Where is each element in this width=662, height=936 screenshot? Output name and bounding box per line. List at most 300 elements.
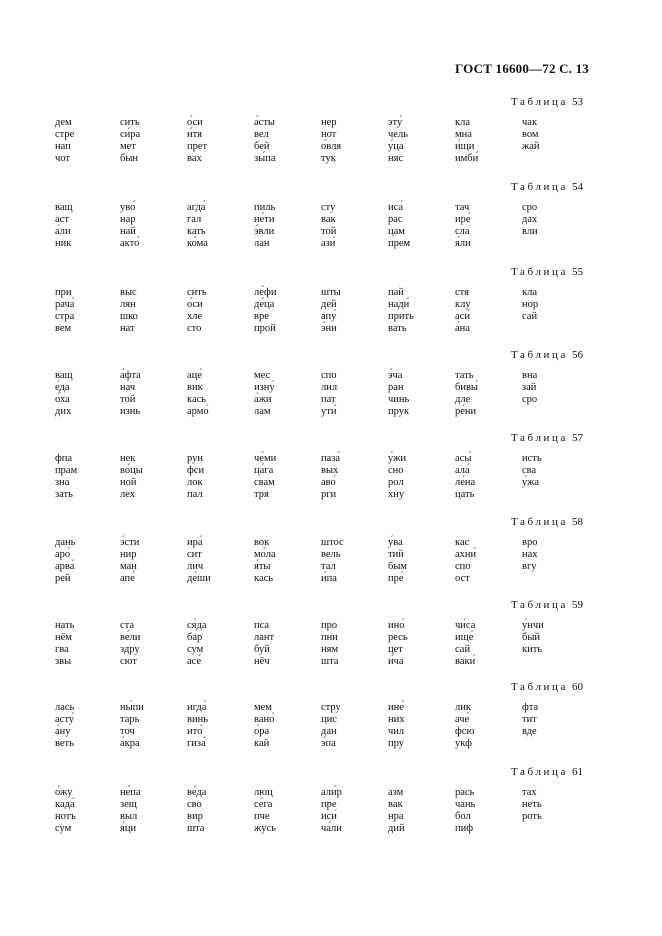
syllable-cell: бивы́	[455, 382, 478, 393]
syllable-column	[187, 620, 249, 668]
syllable-cell: стя	[455, 287, 469, 298]
syllable-column	[187, 537, 249, 585]
syllable-cell: э́сти	[120, 537, 140, 548]
syllable-cell: кась	[187, 394, 207, 405]
table-number: 57	[572, 432, 583, 444]
syllable-cell: о́жу	[55, 787, 73, 798]
syllable-column	[120, 702, 182, 750]
syllable-cell: буй	[254, 644, 270, 655]
syllable-cell: про	[321, 620, 338, 631]
syllable-cell: бей	[254, 141, 270, 152]
syllable-cell: ран	[388, 382, 404, 393]
syllable-column	[522, 537, 584, 573]
syllable-cell: ник	[55, 238, 72, 249]
syllable-cell: пре	[321, 799, 337, 810]
syllable-cell: фта	[522, 702, 539, 713]
table-caption	[511, 432, 583, 444]
syllable-cell: лех	[120, 489, 136, 500]
syllable-column	[321, 370, 383, 418]
syllable-cell: я́ци	[120, 823, 137, 834]
syllable-cell: гиза́	[187, 738, 206, 749]
syllable-cell: рол	[388, 477, 404, 488]
syllable-cell: ресь	[388, 632, 408, 643]
syllable-cell: ира́	[187, 537, 203, 548]
syllable-cell: чинь	[388, 394, 410, 405]
table-caption	[511, 516, 583, 528]
syllable-cell: прук	[388, 406, 410, 417]
syllable-cell: че́ми	[254, 453, 277, 464]
syllable-cell: ваки́	[455, 656, 476, 667]
syllable-cell: аво́	[321, 477, 336, 488]
syllable-cell: али́р	[321, 787, 342, 798]
syllable-column	[254, 370, 316, 418]
syllable-cell: вел	[254, 129, 269, 140]
syllable-cell: сту	[321, 202, 336, 213]
syllable-cell: ре́ни	[455, 406, 477, 417]
syllable-cell: сай	[522, 311, 538, 322]
syllable-cell: вро	[522, 537, 538, 548]
syllable-cell: чель	[388, 129, 408, 140]
syllable-cell: ве́ли	[120, 632, 141, 643]
syllable-cell: нат	[120, 323, 135, 334]
syllable-cell: тал	[321, 561, 336, 572]
syllable-cell: дей	[321, 299, 337, 310]
syllable-cell: вель	[321, 549, 341, 560]
syllable-cell: прить	[388, 311, 414, 322]
syllable-cell: пче	[254, 811, 270, 822]
syllable-column	[120, 117, 182, 165]
syllable-cell: гал	[187, 214, 202, 225]
syllable-cell: не́па	[120, 787, 141, 798]
syllable-cell: о́си	[187, 299, 203, 310]
syllable-cell: я́ли	[455, 238, 471, 249]
syllable-column	[120, 620, 182, 668]
syllable-cell: изну́	[254, 382, 275, 393]
syllable-cell: мет	[120, 141, 136, 152]
table-number: 58	[572, 516, 583, 528]
syllable-column	[321, 620, 383, 668]
syllable-column	[522, 702, 584, 738]
syllable-cell: штос	[321, 537, 344, 548]
syllable-cell: шты	[321, 287, 341, 298]
syllable-cell: рача́	[55, 299, 75, 310]
syllable-column	[522, 287, 584, 323]
syllable-cell: аче́	[455, 714, 470, 725]
syllable-column	[388, 202, 450, 250]
table-caption	[511, 349, 583, 361]
syllable-cell: той	[321, 226, 337, 237]
syllable-column	[187, 287, 249, 335]
syllable-cell: и́па	[321, 573, 337, 584]
syllable-column	[455, 202, 517, 250]
syllable-column	[120, 370, 182, 418]
syllable-column	[55, 453, 117, 501]
syllable-cell: прет	[187, 141, 208, 152]
syllable-cell: кай	[254, 738, 270, 749]
syllable-column	[455, 117, 517, 165]
syllable-column	[388, 453, 450, 501]
syllable-cell: ной	[120, 477, 137, 488]
syllable-column	[187, 117, 249, 165]
syllable-cell: хле	[187, 311, 203, 322]
table-caption	[511, 266, 583, 278]
syllable-column	[455, 287, 517, 335]
syllable-cell: вых	[321, 465, 339, 476]
syllable-cell: аси́	[455, 311, 470, 322]
syllable-cell: фсю	[455, 726, 475, 737]
syllable-cell: роть	[522, 811, 542, 822]
syllable-column	[55, 787, 117, 835]
syllable-cell: си́ра	[120, 129, 141, 140]
syllable-cell: сит	[187, 549, 202, 560]
syllable-cell: када́	[55, 799, 75, 810]
syllable-cell: рей	[55, 573, 71, 584]
syllable-cell: ко́ма	[187, 238, 208, 249]
syllable-cell: неть	[522, 799, 542, 810]
syllable-cell: нар	[120, 214, 136, 225]
syllable-cell: шта	[187, 823, 205, 834]
syllable-cell: бым	[388, 561, 408, 572]
syllable-cell: свам	[254, 477, 275, 488]
syllable-cell: нёч	[254, 656, 270, 667]
syllable-cell: пса	[254, 620, 270, 631]
syllable-cell: дем	[55, 117, 72, 128]
syllable-cell: пиф	[455, 823, 474, 834]
syllable-cell: ост	[455, 573, 470, 584]
syllable-cell: кать	[187, 226, 206, 237]
syllable-column	[120, 537, 182, 585]
syllable-cell: при	[55, 287, 72, 298]
syllable-cell: нотъ	[55, 811, 76, 822]
syllable-cell: у́ва	[388, 537, 403, 548]
table-caption	[511, 766, 583, 778]
table-number: 54	[572, 181, 583, 193]
syllable-column	[120, 787, 182, 835]
syllable-cell: а́ли	[55, 226, 71, 237]
syllable-cell: нра	[388, 811, 404, 822]
syllable-cell: ны́пи	[120, 702, 144, 713]
syllable-column	[455, 787, 517, 835]
table-number: 61	[572, 766, 583, 778]
table-caption-word: Таблица	[511, 766, 568, 778]
syllable-cell: вать	[388, 323, 407, 334]
syllable-cell: ахни́	[455, 549, 477, 560]
syllable-cell: лась	[55, 702, 75, 713]
syllable-cell: нать	[55, 620, 75, 631]
syllable-cell: ве́да	[187, 787, 207, 798]
syllable-cell: се́га	[254, 799, 273, 810]
syllable-column	[55, 702, 117, 750]
syllable-column	[321, 702, 383, 750]
syllable-column	[522, 787, 584, 823]
syllable-cell: здру	[120, 644, 140, 655]
syllable-cell: звы	[55, 656, 72, 667]
syllable-cell: ча́ли	[321, 823, 342, 834]
syllable-cell: о́си	[187, 117, 203, 128]
syllable-cell: тах	[522, 787, 537, 798]
syllable-cell: вано́	[254, 714, 275, 725]
syllable-cell: вна	[522, 370, 538, 381]
syllable-cell: аце́	[187, 370, 202, 381]
syllable-cell: вде	[522, 726, 537, 737]
syllable-cell: дань	[55, 537, 76, 548]
syllable-column	[522, 117, 584, 153]
syllable-cell: ине́	[388, 702, 404, 713]
syllable-cell: пиль	[254, 202, 276, 213]
syllable-column	[388, 117, 450, 165]
syllable-cell: най	[120, 226, 136, 237]
syllable-cell: укф	[455, 738, 472, 749]
syllable-cell: лил	[321, 382, 338, 393]
syllable-cell: тит	[522, 714, 537, 725]
syllable-cell: лант	[254, 632, 275, 643]
syllable-column	[187, 202, 249, 250]
syllable-column	[254, 117, 316, 165]
syllable-cell: нер	[321, 117, 337, 128]
syllable-cell: кась	[254, 573, 274, 584]
syllable-column	[321, 287, 383, 335]
syllable-cell: стра	[55, 311, 75, 322]
syllable-cell: апу́	[321, 311, 337, 322]
syllable-cell: кла	[522, 287, 538, 298]
syllable-cell: у́ца	[388, 141, 404, 152]
syllable-column	[187, 370, 249, 418]
syllable-cell: дий	[388, 823, 405, 834]
syllable-cell: нах	[522, 549, 538, 560]
syllable-cell: ази́	[321, 238, 336, 249]
syllable-cell: о́вля	[321, 141, 342, 152]
syllable-column	[55, 370, 117, 418]
syllable-cell: лан	[254, 238, 270, 249]
syllable-cell: нём	[55, 632, 72, 643]
syllable-cell: точ	[120, 726, 135, 737]
syllable-cell: и́ча	[388, 656, 404, 667]
syllable-cell: спо	[455, 561, 471, 572]
syllable-cell: прем	[388, 238, 411, 249]
syllable-cell: стре	[55, 129, 75, 140]
syllable-cell: винь	[187, 714, 208, 725]
table-caption-word: Таблица	[511, 96, 568, 108]
syllable-column	[321, 537, 383, 585]
syllable-cell: асе́	[187, 656, 202, 667]
table-caption-word: Таблица	[511, 681, 568, 693]
syllable-cell: тарь	[120, 714, 140, 725]
syllable-cell: сро	[522, 202, 538, 213]
syllable-cell: аст	[55, 214, 69, 225]
syllable-column	[254, 787, 316, 835]
syllable-cell: я́ты	[254, 561, 271, 572]
syllable-cell: ито́	[187, 726, 203, 737]
table-number: 59	[572, 599, 583, 611]
syllable-column	[455, 702, 517, 750]
syllable-cell: бый	[522, 632, 541, 643]
syllable-column	[254, 537, 316, 585]
syllable-cell: вик	[187, 382, 203, 393]
syllable-column	[120, 202, 182, 250]
syllable-column	[522, 453, 584, 489]
syllable-cell: у́жа	[522, 477, 540, 488]
syllable-cell: пру	[388, 738, 404, 749]
syllable-column	[187, 453, 249, 501]
syllable-cell: люц	[254, 787, 273, 798]
syllable-cell: э́ча	[388, 370, 403, 381]
syllable-column	[321, 117, 383, 165]
syllable-cell: зна	[55, 477, 70, 488]
syllable-cell: у́нчи	[522, 620, 544, 631]
syllable-cell: сум	[55, 823, 72, 834]
syllable-cell: рас	[388, 214, 403, 225]
syllable-cell: стру	[321, 702, 341, 713]
table-number: 53	[572, 96, 583, 108]
syllable-cell: рги	[321, 489, 337, 500]
syllable-column	[55, 202, 117, 250]
syllable-cell: ста	[120, 620, 135, 631]
syllable-cell: агда́	[187, 202, 206, 213]
syllable-cell: тать	[455, 370, 474, 381]
syllable-column	[455, 453, 517, 501]
syllable-cell: мо́ла	[254, 549, 276, 560]
syllable-cell: бын	[120, 153, 139, 164]
syllable-cell: а́фта	[120, 370, 141, 381]
syllable-cell: сво	[187, 799, 202, 810]
syllable-cell: нек	[120, 453, 136, 464]
syllable-column	[120, 453, 182, 501]
syllable-cell: нач	[120, 382, 136, 393]
syllable-cell: о́ра	[254, 726, 270, 737]
syllable-cell: вгу	[522, 561, 537, 572]
table-number: 55	[572, 266, 583, 278]
syllable-cell: сро	[522, 394, 538, 405]
syllable-cell: выл	[120, 811, 138, 822]
syllable-cell: лам	[254, 406, 271, 417]
syllable-cell: иси́	[321, 811, 337, 822]
syllable-cell: вах	[187, 153, 202, 164]
page-header: ГОСТ 16600—72 С. 13	[455, 61, 589, 76]
syllable-cell: лик	[455, 702, 471, 713]
syllable-cell: нади́	[388, 299, 410, 310]
syllable-column	[455, 370, 517, 418]
syllable-cell: не́ти	[254, 214, 275, 225]
syllable-cell: вок	[254, 537, 270, 548]
syllable-column	[254, 453, 316, 501]
syllable-cell: дан	[321, 726, 337, 737]
syllable-cell: зай	[522, 382, 537, 393]
syllable-column	[55, 287, 117, 335]
syllable-cell: кла	[455, 117, 471, 128]
syllable-column	[388, 370, 450, 418]
syllable-cell: акто́	[120, 238, 140, 249]
syllable-cell: прам	[55, 465, 78, 476]
syllable-cell: сва	[522, 465, 537, 476]
syllable-cell: няс	[388, 153, 404, 164]
syllable-cell: арва́	[55, 561, 75, 572]
syllable-cell: ся́да	[187, 620, 207, 631]
syllable-cell: цам	[388, 226, 405, 237]
syllable-cell: бол	[455, 811, 471, 822]
table-caption	[511, 681, 583, 693]
syllable-cell: мес	[254, 370, 271, 381]
syllable-cell: веть	[55, 738, 74, 749]
syllable-cell: ман	[120, 561, 137, 572]
syllable-cell: цис	[321, 714, 337, 725]
syllable-cell: бар	[187, 632, 203, 643]
syllable-cell: цет	[388, 644, 403, 655]
syllable-cell: о́ха	[55, 394, 70, 405]
syllable-cell: шта	[321, 656, 339, 667]
syllable-cell: мем	[254, 702, 272, 713]
syllable-cell: де́ши	[187, 573, 211, 584]
syllable-column	[388, 537, 450, 585]
syllable-cell: сно	[388, 465, 404, 476]
syllable-cell: вак	[388, 799, 403, 810]
table-caption-word: Таблица	[511, 432, 568, 444]
syllable-cell: сум	[187, 644, 204, 655]
syllable-cell: прой	[254, 323, 276, 334]
syllable-cell: ле́фи	[254, 287, 277, 298]
syllable-cell: тук	[321, 153, 336, 164]
syllable-cell: паза́	[321, 453, 341, 464]
syllable-cell: вир	[187, 811, 203, 822]
syllable-cell: зать	[55, 489, 73, 500]
syllable-cell: азм	[388, 787, 404, 798]
syllable-cell: ням	[321, 644, 339, 655]
syllable-cell: а́ну	[55, 726, 71, 737]
syllable-cell: а́сты	[254, 117, 275, 128]
table-caption	[511, 599, 583, 611]
syllable-cell: де́ца	[254, 299, 275, 310]
syllable-cell: асы́	[455, 453, 472, 464]
syllable-cell: них	[388, 714, 405, 725]
syllable-cell: нот	[321, 129, 337, 140]
syllable-cell: чак	[522, 117, 538, 128]
syllable-cell: сить	[187, 287, 207, 298]
syllable-cell: армо́	[187, 406, 209, 417]
syllable-cell: зы́па	[254, 153, 276, 164]
syllable-cell: дих	[55, 406, 72, 417]
syllable-cell: пай	[388, 287, 404, 298]
syllable-cell: ващ	[55, 370, 73, 381]
syllable-cell: цать	[455, 489, 475, 500]
syllable-column	[120, 287, 182, 335]
syllable-column	[55, 620, 117, 668]
syllable-cell: той	[120, 394, 136, 405]
table-number: 56	[572, 349, 583, 361]
syllable-cell: э́ни	[321, 323, 337, 334]
syllable-column	[388, 620, 450, 668]
table-caption-word: Таблица	[511, 349, 568, 361]
syllable-cell: вре	[254, 311, 269, 322]
syllable-column	[55, 537, 117, 585]
syllable-column	[254, 202, 316, 250]
syllable-cell: мна	[455, 129, 472, 140]
syllable-cell: и́щи	[455, 141, 475, 152]
syllable-cell: рун	[187, 453, 203, 464]
syllable-cell: вли	[522, 226, 538, 237]
syllable-column	[455, 537, 517, 585]
syllable-column	[388, 702, 450, 750]
syllable-cell: изнь	[120, 406, 141, 417]
syllable-cell: гва	[55, 644, 69, 655]
syllable-cell: аро́	[55, 549, 71, 560]
syllable-cell: вом	[522, 129, 539, 140]
syllable-cell: во́цы	[120, 465, 143, 476]
syllable-cell: эту́	[388, 117, 403, 128]
syllable-column	[321, 453, 383, 501]
syllable-cell: кас	[455, 537, 470, 548]
syllable-cell: жай	[522, 141, 540, 152]
table-caption	[511, 181, 583, 193]
syllable-column	[522, 202, 584, 238]
